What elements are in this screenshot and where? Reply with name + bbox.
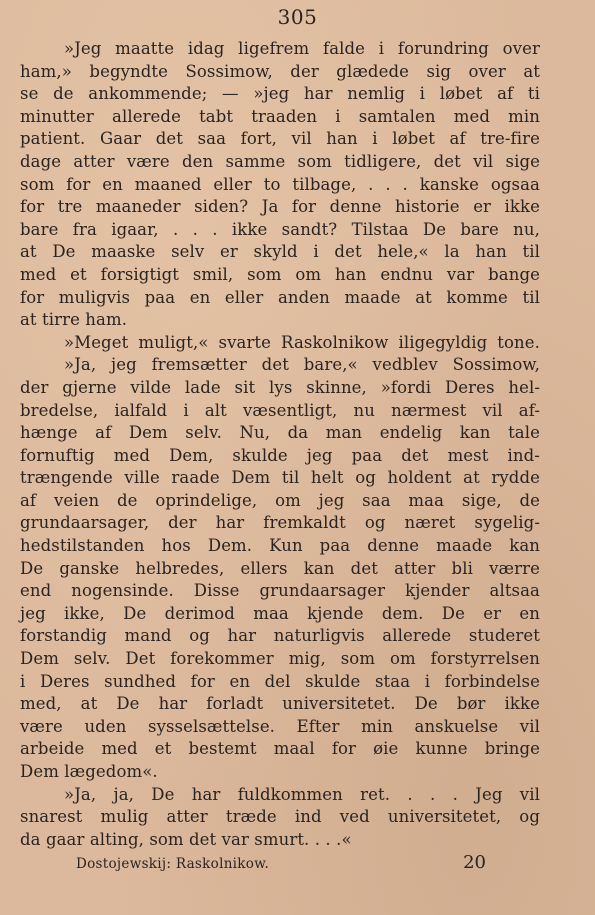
footer-signature-number: 20 — [463, 852, 486, 873]
text-line: som for en maaned eller to tilbage, . . . kanske ogsaa — [20, 174, 540, 194]
text-line: grundaarsager, der har fremkaldt og næret sygelig- — [20, 513, 540, 533]
page-footer — [76, 852, 486, 874]
text-line: forstandig mand og har naturligvis allerede studeret — [20, 626, 540, 646]
text-line: »Meget muligt,« svarte Raskolnikow iligegyldig tone. — [64, 332, 540, 352]
text-line: for tre maaneder siden? Ja for denne historie er ikke — [20, 197, 540, 217]
text-line: ham,» begyndte Sossimow, der glædede sig over at — [20, 61, 540, 81]
text-line: minutter allerede tabt traaden i samtalen med min — [20, 106, 540, 126]
text-line: fornuftig med Dem, skulde jeg paa det mest ind- — [20, 445, 540, 465]
body-text — [20, 38, 540, 851]
text-line: jeg ikke, De derimod maa kjende dem. De er en — [20, 603, 540, 623]
text-line: snarest mulig atter træde ind ved universitetet, og — [20, 807, 540, 827]
text-line: se de ankommende; — »jeg har nemlig i løbet af ti — [20, 84, 540, 104]
text-line: være uden sysselsættelse. Efter min anskuelse vil — [20, 716, 540, 736]
text-line: Dem selv. Det forekommer mig, som om forstyrrelsen — [20, 649, 540, 669]
text-line: arbeide med et bestemt maal for øie kunne bringe — [20, 739, 540, 759]
text-line: da gaar alting, som det var smurt. . . .« — [20, 829, 352, 849]
text-line: »Ja, ja, De har fuldkommen ret. . . . Jeg vil — [64, 784, 540, 804]
text-line: at De maaske selv er skyld i det hele,« la han til — [20, 242, 540, 262]
text-line: bare fra igaar, . . . ikke sandt? Tilstaa De bare nu, — [20, 219, 540, 239]
footer-book-title: Dostojewskij: Raskolnikow. — [76, 856, 270, 872]
text-line: bredelse, ialfald i alt væsentligt, nu nærmest vil af- — [20, 400, 540, 420]
text-line: patient. Gaar det saa fort, vil han i løbet af tre-fire — [20, 129, 540, 149]
text-line: for muligvis paa en eller anden maade at komme til — [20, 287, 540, 307]
text-line: med, at De har forladt universitetet. De bør ikke — [20, 694, 540, 714]
page-number: 305 — [277, 5, 318, 29]
text-line: dage atter være den samme som tidligere, det vil sige — [20, 151, 540, 171]
text-line: Dem lægedom«. — [20, 762, 158, 781]
text-line: i Deres sundhed for en del skulde staa i forbindelse — [20, 671, 540, 691]
text-line: end nogensinde. Disse grundaarsager kjender altsaa — [20, 581, 540, 601]
text-line: trængende ville raade Dem til helt og holdent at rydde — [20, 468, 540, 488]
text-line: af veien de oprindelige, om jeg saa maa sige, de — [20, 490, 540, 510]
text-line: der gjerne vilde lade sit lys skinne, »fordi Deres hel- — [20, 377, 540, 397]
text-line: »Jeg maatte idag ligefrem falde i forundring over — [64, 39, 540, 58]
text-line: »Ja, jeg fremsætter det bare,« vedblev Sossimow, — [64, 355, 540, 375]
text-line: hedstilstanden hos Dem. Kun paa denne maade kan — [20, 536, 540, 556]
text-line: hænge af Dem selv. Nu, da man endelig kan tale — [20, 423, 540, 443]
text-line: med et forsigtigt smil, som om han endnu var bange — [20, 264, 540, 284]
text-line: at tirre ham. — [20, 310, 128, 330]
text-line: De ganske helbredes, ellers kan det atter bli værre — [20, 558, 540, 578]
